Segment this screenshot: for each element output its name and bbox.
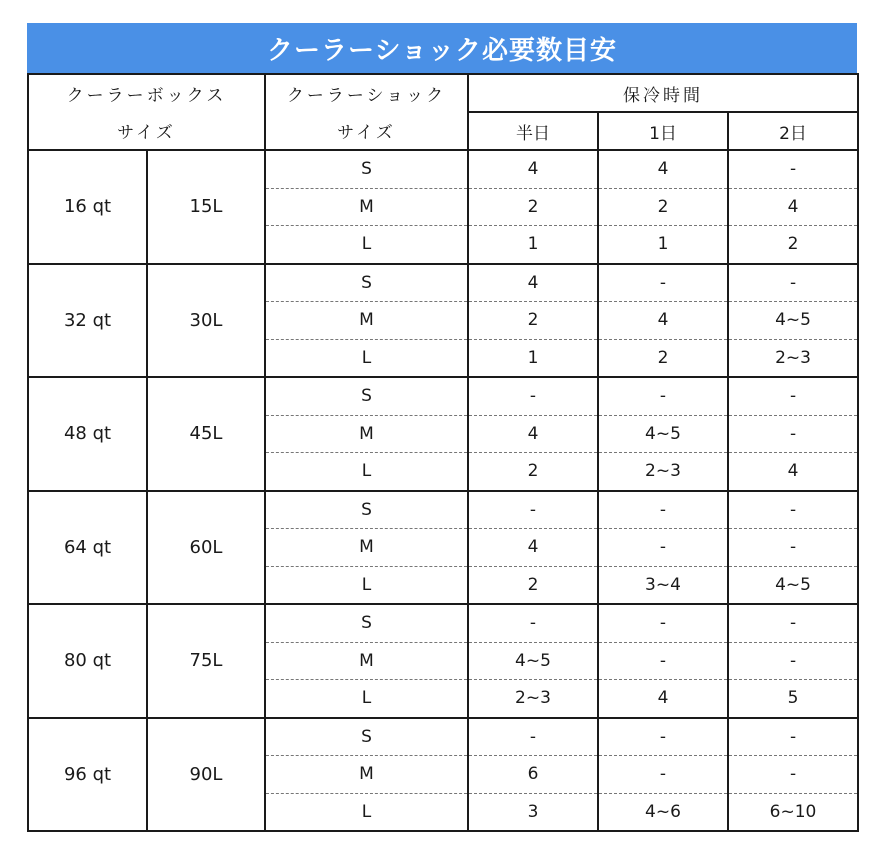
one-day-count-cell: - <box>598 604 728 642</box>
one-day-count-cell: - <box>598 377 728 415</box>
table-row <box>28 491 858 529</box>
two-days-count-cell: - <box>728 604 858 642</box>
one-day-count-cell: 2~3 <box>598 453 728 491</box>
box-size-qt: 16 qt <box>28 150 147 264</box>
shock-size-cell: M <box>265 188 468 226</box>
two-days-count-cell: 2 <box>728 226 858 264</box>
shock-size-cell: L <box>265 680 468 718</box>
header-two-days: 2日 <box>728 112 858 150</box>
half-day-count-cell: 6 <box>468 756 598 794</box>
shock-size-cell: M <box>265 642 468 680</box>
shock-size-cell: M <box>265 756 468 794</box>
header-shock-size-line2: サイズ <box>265 112 468 150</box>
half-day-count-cell: - <box>468 377 598 415</box>
shock-size-cell: S <box>265 264 468 302</box>
half-day-count-cell: 4 <box>468 150 598 188</box>
one-day-count-cell: 4 <box>598 302 728 340</box>
box-size-liters: 30L <box>147 264 265 378</box>
table-row <box>28 377 858 415</box>
table-row <box>28 604 858 642</box>
half-day-count-cell: 2 <box>468 566 598 604</box>
one-day-count-cell: 4 <box>598 150 728 188</box>
two-days-count-cell: - <box>728 529 858 567</box>
one-day-count-cell: - <box>598 642 728 680</box>
two-days-count-cell: - <box>728 491 858 529</box>
half-day-count-cell: - <box>468 604 598 642</box>
one-day-count-cell: 2 <box>598 339 728 377</box>
header-box-size-line1: クーラーボックス <box>28 74 265 112</box>
half-day-count-cell: 4 <box>468 529 598 567</box>
header-half-day: 半日 <box>468 112 598 150</box>
half-day-count-cell: 4 <box>468 264 598 302</box>
shock-size-cell: M <box>265 529 468 567</box>
box-size-qt: 48 qt <box>28 377 147 491</box>
box-size-liters: 60L <box>147 491 265 605</box>
box-size-qt: 64 qt <box>28 491 147 605</box>
half-day-count-cell: 2 <box>468 302 598 340</box>
box-size-liters: 45L <box>147 377 265 491</box>
shock-size-cell: L <box>265 566 468 604</box>
box-size-qt: 80 qt <box>28 604 147 718</box>
half-day-count-cell: 2 <box>468 453 598 491</box>
two-days-count-cell: 5 <box>728 680 858 718</box>
table-body <box>28 150 858 831</box>
header-cold-time: 保冷時間 <box>468 74 858 112</box>
shock-size-cell: M <box>265 302 468 340</box>
shock-size-cell: M <box>265 415 468 453</box>
cooler-shock-table <box>27 73 859 832</box>
table-row <box>28 264 858 302</box>
one-day-count-cell: - <box>598 264 728 302</box>
shock-size-cell: L <box>265 339 468 377</box>
table-title: クーラーショック必要数目安 <box>27 23 857 73</box>
cooler-shock-table-frame <box>27 23 857 832</box>
half-day-count-cell: 4~5 <box>468 642 598 680</box>
half-day-count-cell: - <box>468 491 598 529</box>
one-day-count-cell: - <box>598 756 728 794</box>
half-day-count-cell: - <box>468 718 598 756</box>
shock-size-cell: L <box>265 793 468 831</box>
two-days-count-cell: - <box>728 264 858 302</box>
shock-size-cell: S <box>265 377 468 415</box>
two-days-count-cell: - <box>728 642 858 680</box>
shock-size-cell: S <box>265 491 468 529</box>
shock-size-cell: S <box>265 150 468 188</box>
two-days-count-cell: - <box>728 756 858 794</box>
two-days-count-cell: - <box>728 718 858 756</box>
half-day-count-cell: 1 <box>468 226 598 264</box>
table-row <box>28 150 858 188</box>
two-days-count-cell: 4~5 <box>728 302 858 340</box>
box-size-qt: 96 qt <box>28 718 147 832</box>
one-day-count-cell: 2 <box>598 188 728 226</box>
two-days-count-cell: 6~10 <box>728 793 858 831</box>
two-days-count-cell: 4 <box>728 453 858 491</box>
one-day-count-cell: 4~5 <box>598 415 728 453</box>
header-box-size-line2: サイズ <box>28 112 265 150</box>
half-day-count-cell: 4 <box>468 415 598 453</box>
box-size-liters: 15L <box>147 150 265 264</box>
two-days-count-cell: - <box>728 150 858 188</box>
half-day-count-cell: 2 <box>468 188 598 226</box>
one-day-count-cell: - <box>598 491 728 529</box>
two-days-count-cell: 2~3 <box>728 339 858 377</box>
one-day-count-cell: - <box>598 718 728 756</box>
header-one-day: 1日 <box>598 112 728 150</box>
shock-size-cell: S <box>265 604 468 642</box>
shock-size-cell: S <box>265 718 468 756</box>
two-days-count-cell: - <box>728 415 858 453</box>
one-day-count-cell: 1 <box>598 226 728 264</box>
half-day-count-cell: 3 <box>468 793 598 831</box>
shock-size-cell: L <box>265 226 468 264</box>
table-row <box>28 718 858 756</box>
box-size-liters: 75L <box>147 604 265 718</box>
two-days-count-cell: 4 <box>728 188 858 226</box>
box-size-qt: 32 qt <box>28 264 147 378</box>
one-day-count-cell: - <box>598 529 728 567</box>
one-day-count-cell: 3~4 <box>598 566 728 604</box>
half-day-count-cell: 2~3 <box>468 680 598 718</box>
one-day-count-cell: 4 <box>598 680 728 718</box>
two-days-count-cell: 4~5 <box>728 566 858 604</box>
half-day-count-cell: 1 <box>468 339 598 377</box>
two-days-count-cell: - <box>728 377 858 415</box>
header-shock-size-line1: クーラーショック <box>265 74 468 112</box>
shock-size-cell: L <box>265 453 468 491</box>
box-size-liters: 90L <box>147 718 265 832</box>
one-day-count-cell: 4~6 <box>598 793 728 831</box>
